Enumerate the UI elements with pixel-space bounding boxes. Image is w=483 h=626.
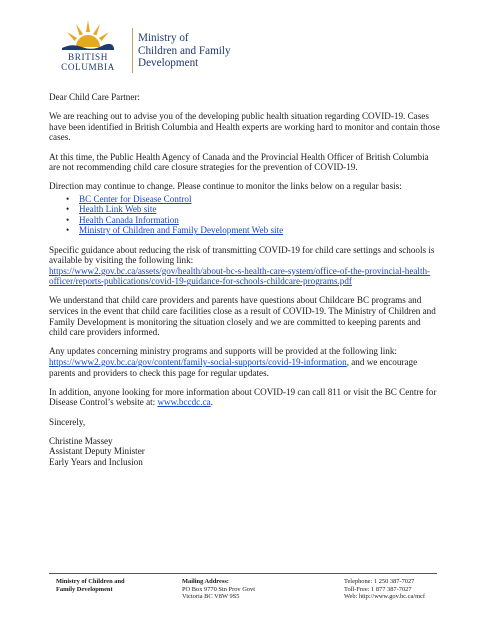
list-item — [79, 225, 441, 236]
link-bccdc-site[interactable]: www.bccdc.ca — [157, 397, 211, 408]
paragraph-more-info — [49, 387, 441, 408]
bc-government-logo — [52, 10, 252, 74]
footer-mailing-address — [182, 578, 322, 601]
salutation: Dear Child Care Partner: — [49, 92, 140, 102]
footer-ministry-line1: Ministry of Children and — [56, 578, 125, 585]
signer-name: Christine Massey — [49, 435, 113, 446]
paragraph-recommendation: At this time, the Public Health Agency of Canada and the Provincial Health Officer of British Columbia are not recommending child care closure strategies for the prevention of COVID-19. — [49, 151, 429, 173]
more-info-end: . — [210, 397, 213, 408]
letter-body — [49, 92, 441, 476]
ministry-name-line1: Ministry of — [138, 32, 189, 44]
signer-division: Early Years and Inclusion — [49, 456, 143, 467]
updates-text-end: , and we encourage parents and providers to check this page for regular updates. — [49, 357, 418, 378]
ministry-name — [138, 32, 231, 70]
list-item — [79, 215, 441, 226]
signer-title: Assistant Deputy Minister — [49, 446, 145, 457]
signature-block — [49, 436, 441, 468]
link-guidance-pdf[interactable]: https://www2.gov.bc.ca/assets/gov/health/about-bc-s-health-care-system/office-of-the-provincial-health-officer/reports-publications/covid-19-guidance-for-schools-childcare-programs.pdf — [49, 265, 431, 287]
org-name-line2: COLUMBIA — [61, 62, 115, 72]
footer-ministry-line2: Family Development — [56, 585, 113, 593]
paragraph-direction: Direction may continue to change. Please continue to monitor the links below on a regular basis: — [49, 181, 402, 192]
link-mcfd[interactable]: Ministry of Children and Family Development Web site — [79, 225, 284, 236]
list-item — [79, 194, 441, 205]
link-healthlink[interactable]: Health Link Web site — [79, 204, 157, 215]
paragraph-guidance — [49, 245, 441, 287]
footer-divider — [49, 573, 437, 574]
footer-tollfree: Toll-Free: 1 877 387-7027 — [344, 585, 412, 593]
footer-address-line1: PO Box 9770 Stn Prov Govt — [182, 585, 255, 593]
footer-address-line2: Victoria BC V8W 9S5 — [182, 593, 240, 601]
paragraph-situation: We are reaching out to advise you of the developing public health situation regarding COVID-19. Cases have been identified in British Columbia and Health experts are working hard to monitor and contain those cases. — [49, 111, 440, 143]
resource-links-list — [49, 194, 441, 236]
org-name-line1: BRITISH — [68, 52, 108, 62]
paragraph-understanding: We understand that child care providers and parents have questions about Childcare BC programs and services in the event that child care facilities close as a result of COVID-19. The Ministry of Children and Family Development is monitoring the situation closely and we are committed to keeping parents and child care providers informed. — [49, 295, 436, 338]
footer-ministry — [56, 578, 166, 593]
ministry-name-line3: Development — [138, 57, 199, 69]
link-health-canada[interactable]: Health Canada Information — [79, 214, 179, 225]
guidance-text: Specific guidance about reducing the risk of transmitting COVID-19 for child care settings and schools is available by visiting the following link: — [49, 244, 435, 266]
footer-web: Web: http://www.gov.bc.ca/mcf — [344, 593, 426, 601]
logo-divider — [132, 28, 133, 73]
link-bccdc[interactable]: BC Center for Disease Control — [79, 193, 192, 204]
footer-contact — [344, 578, 464, 601]
footer-telephone: Telephone: 1 250 387-7027 — [344, 578, 415, 585]
paragraph-updates — [49, 346, 441, 378]
footer-mailing-heading: Mailing Address: — [182, 578, 229, 585]
more-info-text: In addition, anyone looking for more information about COVID-19 can call 811 or visit the BC Centre for Disease Control’s website at: — [49, 386, 437, 408]
list-item — [79, 204, 441, 215]
updates-text: Any updates concerning ministry programs and supports will be provided at the following link: — [49, 346, 397, 357]
closing: Sincerely, — [49, 416, 86, 427]
ministry-name-line2: Children and Family — [138, 44, 231, 57]
link-covid-info[interactable]: https://www2.gov.bc.ca/gov/content/family-social-supports/covid-19-information — [49, 357, 347, 368]
